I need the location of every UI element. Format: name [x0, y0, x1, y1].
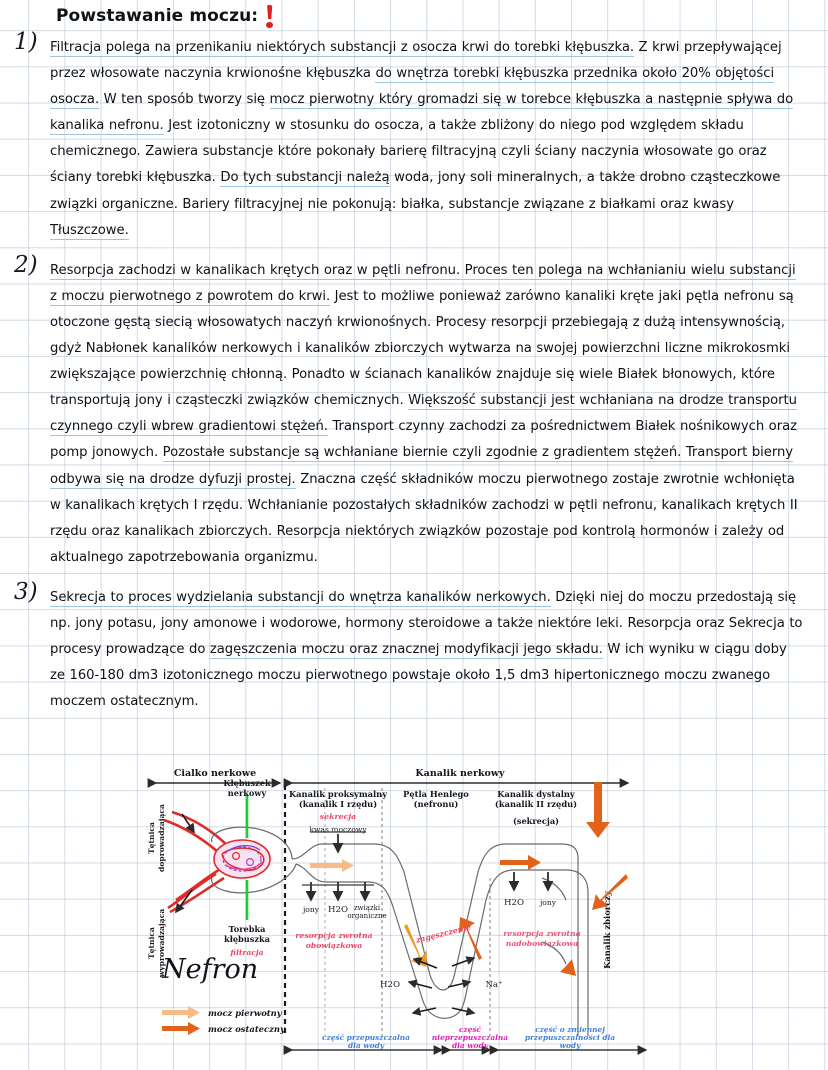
list-number-3: 3): [14, 578, 38, 605]
label-permeable-l2: dla wody: [347, 1041, 385, 1050]
label-afferent-artery: Tętnica: [147, 822, 156, 854]
arrow-collecting-down: [586, 782, 610, 838]
list-number-1: 1): [14, 29, 38, 55]
label-proximal-sub: (kanalik I rzędu): [298, 799, 378, 809]
label-h2o-loop: H2O: [379, 980, 401, 990]
label-collecting-duct: Kanalik zbiorczy: [602, 891, 612, 969]
nephron-diagram: [142, 760, 700, 1068]
legend-label-final: mocz ostateczny: [208, 1024, 285, 1034]
paragraph-text-1: Filtracja polega na przenikaniu niektórych substancji z osocza krwi do torebki kłębuszka. Z krwi przepływającej przez włosowate naczynia krwionośne kłębuszka do wnętrza torebki kłębuszka przednika około 20% objętości osocza. W ten sposób tworzy się mocz pierwotny który gromadzi się w torebce kłębuszka a następnie spływa do kanalika nefronu. Jest izotoniczny w stosunku do osocza, a także zbliżony do niego pod względem składu chemicznego. Zawiera substancje które pokonały barierę filtracyjną czyli ściany naczynia włosowate go oraz ściany torebki kłębuszka. Do tych substancji należą woda, jony soli mineralnych, a także drobno cząsteczkowe związki organiczne. Bariery filtracyjnej nie pokonują: białka, substancje związane z białkami oraz kwasy Tłuszczowe.: [50, 40, 794, 238]
legend-label-primary: mocz pierwotny: [208, 1008, 282, 1018]
paragraph-sekrecja: [14, 578, 806, 715]
label-impermeable-l3: dla wody: [451, 1041, 489, 1050]
arrow-final-urine-distal: [500, 855, 541, 870]
label-variable-l2: przepuszczalności dla: [524, 1033, 616, 1042]
legend-final-urine: [162, 1022, 286, 1035]
page-title: Powstawanie moczu:: [56, 6, 259, 26]
page-title-row: [56, 7, 806, 28]
label-concentration: zagęszczenie: [414, 922, 472, 945]
diagram-caption: Nefron: [162, 954, 259, 985]
arrows-reabsorption-proximal: [302, 882, 374, 900]
label-efferent-artery: Tętnica: [147, 927, 156, 959]
label-permeable-l1: część przepuszczalna: [322, 1033, 410, 1042]
label-glomerulus-l2: nerkowy: [227, 788, 267, 798]
paragraph-resorpcja: [14, 251, 806, 571]
legend-primary-urine: [162, 1006, 283, 1019]
label-efferent-artery-2: wyprowadzająca: [157, 908, 166, 978]
label-proximal: Kanalik proksymalny: [288, 789, 388, 799]
label-tubule: Kanalik nerkowy: [415, 768, 505, 779]
label-ions-distal: jony: [539, 898, 557, 907]
label-henle-sub: (nefronu): [413, 799, 459, 809]
label-glomerulus-l1: Kłębuszek: [223, 778, 271, 788]
label-variable-l1: część o zmiennej: [535, 1025, 605, 1034]
label-filtration: filtracja: [230, 948, 264, 957]
label-henle: Pętla Henlego: [403, 789, 469, 799]
arrow-primary-urine-proximal: [310, 859, 354, 872]
label-organic-l2: organiczne: [347, 912, 387, 920]
label-h2o-distal: H2O: [503, 898, 525, 908]
label-uric-acid: kwas moczowy: [309, 825, 367, 834]
label-na-ion: Na⁺: [485, 979, 503, 989]
label-variable-l3: wody: [559, 1041, 581, 1050]
arrows-reabsorption-distal: [514, 872, 548, 890]
label-resorption-optional-l2: nadobowiązkowa: [505, 939, 579, 948]
arrows-sodium-out: [448, 958, 474, 1013]
label-resorption-obligatory-l2: obowiązkowa: [305, 941, 363, 950]
paragraph-text-3: Sekrecja to proces wydzielania substancji do wnętrza kanalików nerkowych. Dzięki niej do moczu przedostają się np. jony potasu, jony amonowe i wodorowe, hormony steroidowe a także niektóre leki. Resorpcja oraz Sekrecja to procesy prowadzące do zagęszczenia moczu oraz znacznej modyfikacji jego składu. W ich wyniku w ciągu doby ze 160-180 dm3 izotonicznego moczu pierwotnego powstaje około 1,5 dm3 hipertonicznego moczu zwanego moczem ostatecznym.: [50, 589, 803, 710]
label-capsule-l2: kłębuszka: [224, 934, 270, 944]
label-resorption-optional-l1: resorpcja zwrotna: [503, 929, 581, 938]
label-secretion-red: sekrecja: [319, 812, 357, 821]
label-distal-secretion: (sekrecja): [512, 816, 560, 826]
label-corpuscle: Cialko nerkowe: [173, 768, 257, 779]
paragraph-filtracja: [14, 29, 806, 244]
list-number-2: 2): [14, 251, 38, 278]
label-afferent-artery-2: doprowadzająca: [157, 804, 166, 872]
label-resorption-obligatory-l1: resorpcja zwrotna: [295, 931, 373, 940]
label-capsule-l1: Torebka: [228, 924, 266, 934]
label-ions: jony: [302, 905, 320, 914]
arrows-water-out: [409, 959, 437, 1013]
label-impermeable-l1: część: [458, 1025, 482, 1034]
label-impermeable-l2: nieprzepuszczalna: [431, 1033, 509, 1042]
paragraph-text-2: Resorpcja zachodzi w kanalikach krętych oraz w pętli nefronu. Proces ten polega na wchłanianiu wielu substancji z moczu pierwotnego z powrotem do krwi. Jest to możliwe ponieważ zarówno kanaliki kręte jaki pętla nefronu są otoczone gęstą siecią włosowatych naczyń krwionośnych. Procesy resorpcji przebiegają z dużą intensywnością, gdyż Nabłonek kanalików nerkowych i kanalików zbiorczych wytwarza na swojej powierzchni liczne mikrokosmki zwiększające powierzchnię chłonną. Ponadto w ścianach kanalików znajduje się wiele Białek błonowych, które transportują jony i cząsteczki związków chemicznych. Większość substancji jest wchłaniana na drodze transportu czynnego czyli wbrew gradientowi stężeń. Transport czynny zachodzi za pośrednictwem Białek nośnikowych oraz pomp jonowych. Pozostałe substancje są wchłaniane biernie czyli zgodnie z gradientem stężeń. Transport bierny odbywa się na drodze dyfuzji prostej. Znaczna część składników moczu pierwotnego zostaje zwrotnie wchłonięta w kanalikach krętych I rzędu. Wchłanianie pozostałych składników zachodzi w pętli nefronu, kanalikach krętych II rzędu oraz kanalikach zbiorczych. Resorpcja niektórych związków pozostaje pod kontrolą hormonów i zależy od aktualnego zapotrzebowania organizmu.: [50, 262, 798, 565]
label-distal: Kanalik dystalny: [497, 789, 575, 799]
glomerulus-capillaries: [214, 840, 270, 878]
label-distal-sub: (kanalik II rzędu): [494, 799, 578, 809]
label-organic-l1: związki: [353, 904, 381, 912]
exclamation-mark-icon: [265, 5, 274, 28]
label-h2o: H2O: [327, 905, 349, 915]
arrow-descending-limb: [404, 924, 427, 967]
